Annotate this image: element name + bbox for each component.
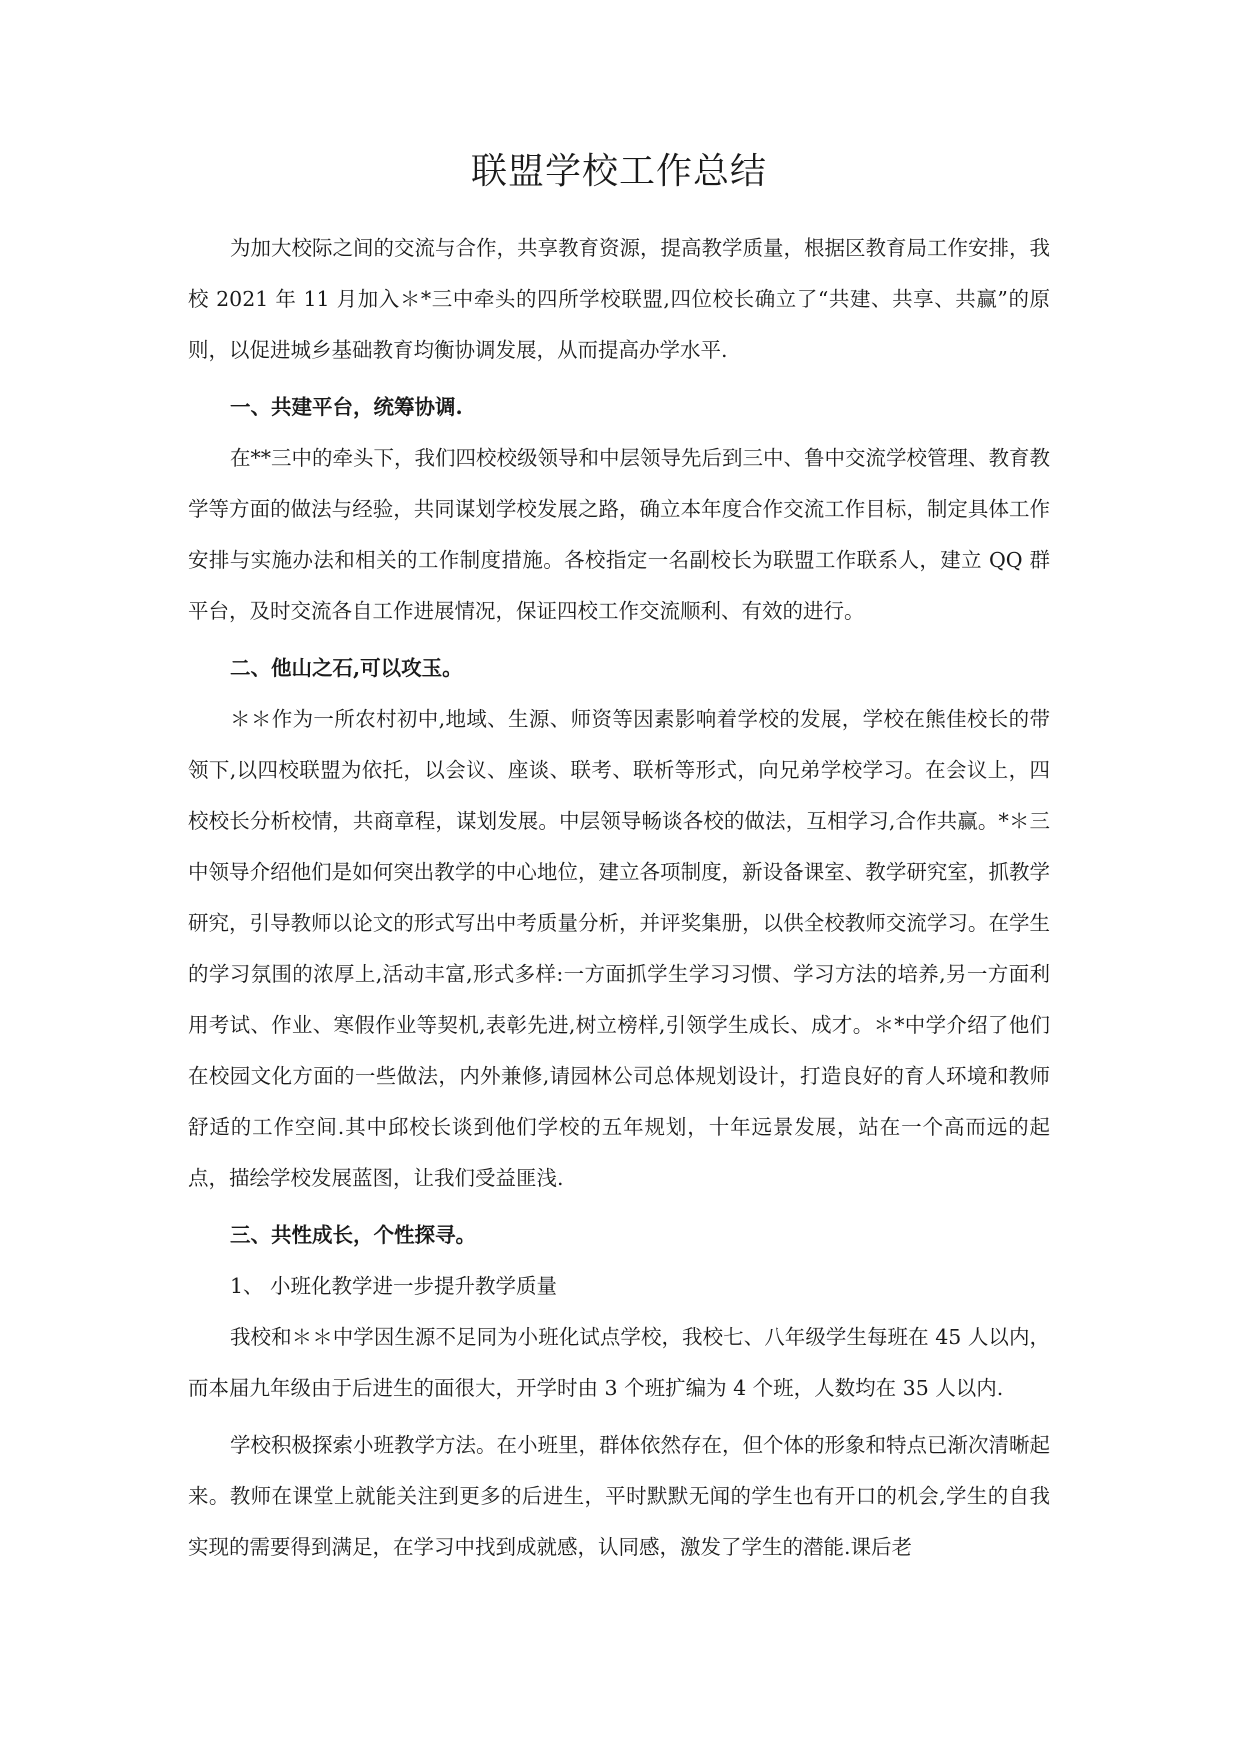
section-3-sub-heading: 1、 小班化教学进一步提升教学质量 (230, 1274, 558, 1299)
intro-paragraph: 为加大校际之间的交流与合作，共享教育资源，提高教学质量，根据区教育局工作安排，我校 2021 年 11 月加入＊*三中牵头的四所学校联盟,四位校长确立了“共建、共享、共赢”的原则，以促进城乡基础教育均衡协调发展，从而提高办学水平. (188, 236, 1050, 363)
section-1-heading: 一、共建平台，统筹协调. (230, 395, 463, 420)
section-3-paragraph-1: 我校和＊＊中学因生源不足同为小班化试点学校，我校七、八年级学生每班在 45 人以内，而本届九年级由于后进生的面很大，开学时由 3 个班扩编为 4 个班，人数均在 35 人以内. (188, 1325, 1050, 1401)
section-3-heading: 三、共性成长，个性探寻。 (230, 1223, 476, 1248)
section-3-paragraph-2: 学校积极探索小班教学方法。在小班里，群体依然存在，但个体的形象和特点已渐次清晰起来。教师在课堂上就能关注到更多的后进生，平时默默无闻的学生也有开口的机会,学生的自我实现的需要得到满足，在学习中找到成就感，认同感，激发了学生的潜能.课后老 (188, 1433, 1050, 1560)
section-1-paragraph: 在**三中的牵头下，我们四校校级领导和中层领导先后到三中、鲁中交流学校管理、教育教学等方面的做法与经验，共同谋划学校发展之路，确立本年度合作交流工作目标，制定具体工作安排与实施办法和相关的工作制度措施。各校指定一名副校长为联盟工作联系人，建立 QQ 群平台，及时交流各自工作进展情况，保证四校工作交流顺利、有效的进行。 (188, 446, 1050, 624)
section-2-paragraph: ＊＊作为一所农村初中,地域、生源、师资等因素影响着学校的发展，学校在熊佳校长的带领下,以四校联盟为依托，以会议、座谈、联考、联析等形式，向兄弟学校学习。在会议上，四校校长分析校情，共商章程，谋划发展。中层领导畅谈各校的做法，互相学习,合作共赢。*＊三中领导介绍他们是如何突出教学的中心地位，建立各项制度，新设备课室、教学研究室，抓教学研究，引导教师以论文的形式写出中考质量分析，并评奖集册，以供全校教师交流学习。在学生的学习氛围的浓厚上,活动丰富,形式多样:一方面抓学生学习习惯、学习方法的培养,另一方面利用考试、作业、寒假作业等契机,表彰先进,树立榜样,引领学生成长、成才。＊*中学介绍了他们在校园文化方面的一些做法，内外兼修,请园林公司总体规划设计，打造良好的育人环境和教师舒适的工作空间.其中邱校长谈到他们学校的五年规划，十年远景发展，站在一个高而远的起点，描绘学校发展蓝图，让我们受益匪浅. (188, 707, 1050, 1191)
document-page (188, 150, 1050, 1573)
document-title: 联盟学校工作总结 (470, 151, 767, 192)
section-2-heading: 二、他山之石,可以攻玉。 (230, 656, 463, 681)
